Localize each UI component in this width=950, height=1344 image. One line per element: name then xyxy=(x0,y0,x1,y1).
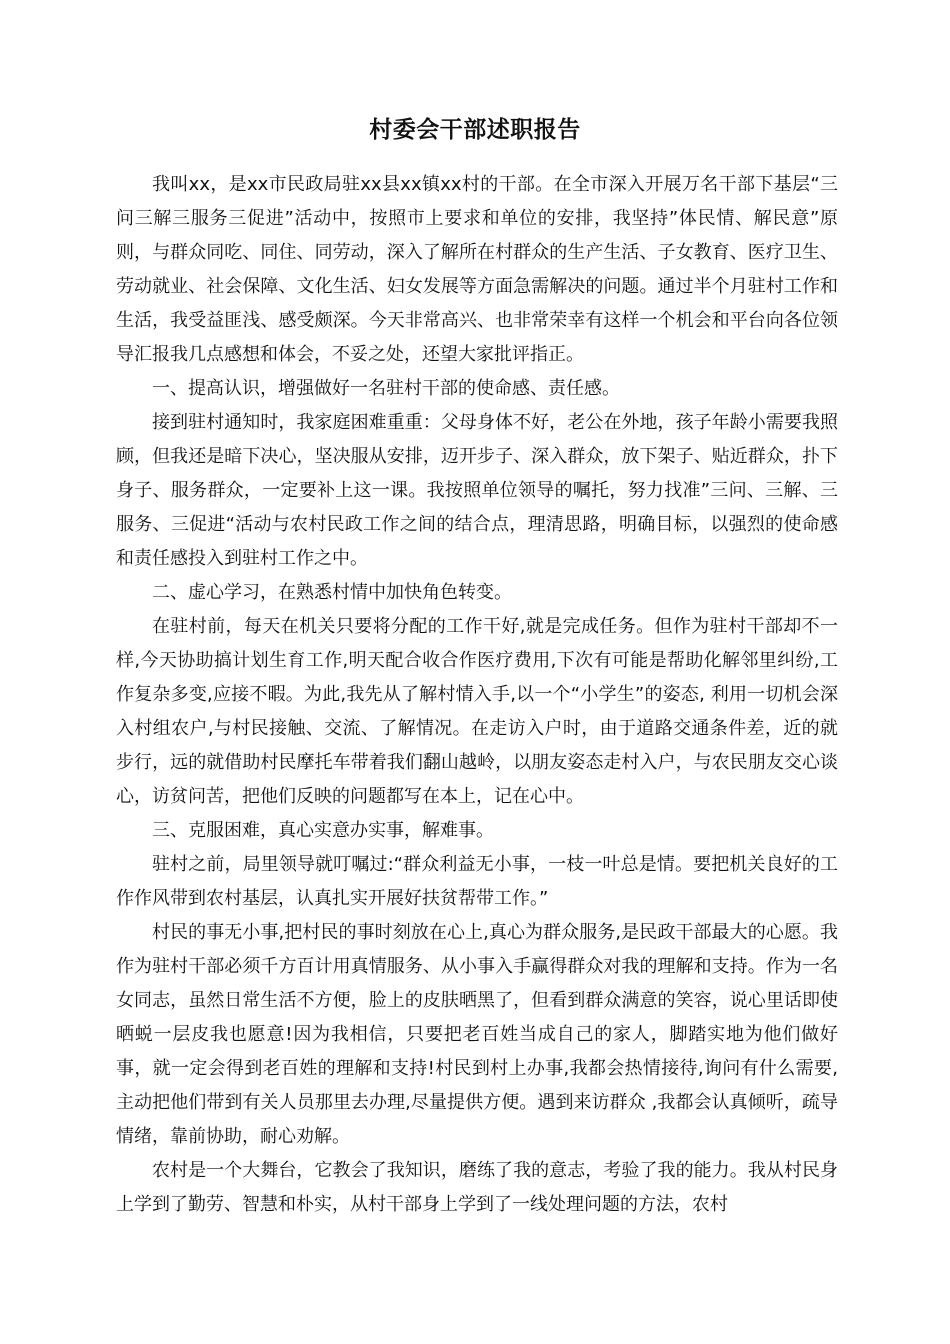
paragraph-stage: 农村是一个大舞台，它教会了我知识，磨练了我的意志，考验了我的能力。我从村民身上学到了勤劳、智慧和朴实，从村干部身上学到了一线处理问题的方法，农村 xyxy=(116,1160,838,1215)
section-heading-1: 一、提高认识，增强做好一名驻村干部的使命感、责任感。 xyxy=(152,378,620,399)
paragraph-quote: 驻村之前，局里领导就叮嘱过:“群众利益无小事，一枝一叶总是情。要把机关良好的工作作风带到农村基层，认真扎实开展好扶贫帮带工作。” xyxy=(116,854,838,909)
paragraph-service: 村民的事无小事,把村民的事时刻放在心上,真心为群众服务,是民政干部最大的心愿。我作为驻村干部必须千方百计用真情服务、从小事入手赢得群众对我的理解和支持。作为一名女同志，虽然日常生活不方便，脸上的皮肤晒黑了，但看到群众满意的笑容，说心里话即使晒蜕一层皮我也愿意!因为我相信，只要把老百姓当成自己的家人，脚踏实地为他们做好事，就一定会得到老百姓的理解和支持!村民到村上办事,我都会热情接待,询问有什么需要,主动把他们带到有关人员那里去办理,尽量提供方便。遇到来访群众 ,我都会认真倾听，疏导情绪，靠前协助，耐心劝解。 xyxy=(116,922,838,1147)
section-heading-2: 二、虚心学习，在熟悉村情中加快角色转变。 xyxy=(152,582,512,603)
section-heading-3: 三、克服困难，真心实意办实事，解难事。 xyxy=(152,820,494,841)
paragraph-intro: 我叫xx，是xx市民政局驻xx县xx镇xx村的干部。在全市深入开展万名干部下基层“三问三解三服务三促进”活动中，按照市上要求和单位的安排，我坚持”体民情、解民意”原则，与群众同吃、同住、同劳动，深入了解所在村群众的生产生活、子女教育、医疗卫生、劳动就业、社会保障、文化生活、妇女发展等方面急需解决的问题。通过半个月驻村工作和生活，我受益匪浅、感受颇深。今天非常高兴、也非常荣幸有这样一个机会和平台向各位领导汇报我几点感想和体会，不妥之处，还望大家批评指正。 xyxy=(116,174,838,365)
paragraph-section-1: 接到驻村通知时，我家庭困难重重：父母身体不好，老公在外地，孩子年龄小需要我照顾，但我还是暗下决心，坚决服从安排，迈开步子、深入群众，放下架子、贴近群众，扑下身子、服务群众，一定要补上这一课。我按照单位领导的嘱托，努力找准”三问、三解、三服务、三促进“活动与农村民政工作之间的结合点，理清思路，明确目标，以强烈的使命感和责任感投入到驻村工作之中。 xyxy=(116,412,838,569)
document-body xyxy=(116,168,838,1222)
document-title: 村委会干部述职报告 xyxy=(369,117,581,143)
paragraph-section-2: 在驻村前，每天在机关只要将分配的工作干好,就是完成任务。但作为驻村干部却不一样,今天协助搞计划生育工作,明天配合收合作医疗费用,下次有可能是帮助化解邻里纠纷,工作复杂多变,应接不暇。为此,我先从了解村情入手,以一个“小学生”的姿态, 利用一切机会深入村组农户,与村民接触、交流、了解情况。在走访入户时，由于道路交通条件差，近的就步行，远的就借助村民摩托车带着我们翻山越岭，以朋友姿态走村入户，与农民朋友交心谈心，访贫问苦，把他们反映的问题都写在本上，记在心中。 xyxy=(116,616,838,807)
